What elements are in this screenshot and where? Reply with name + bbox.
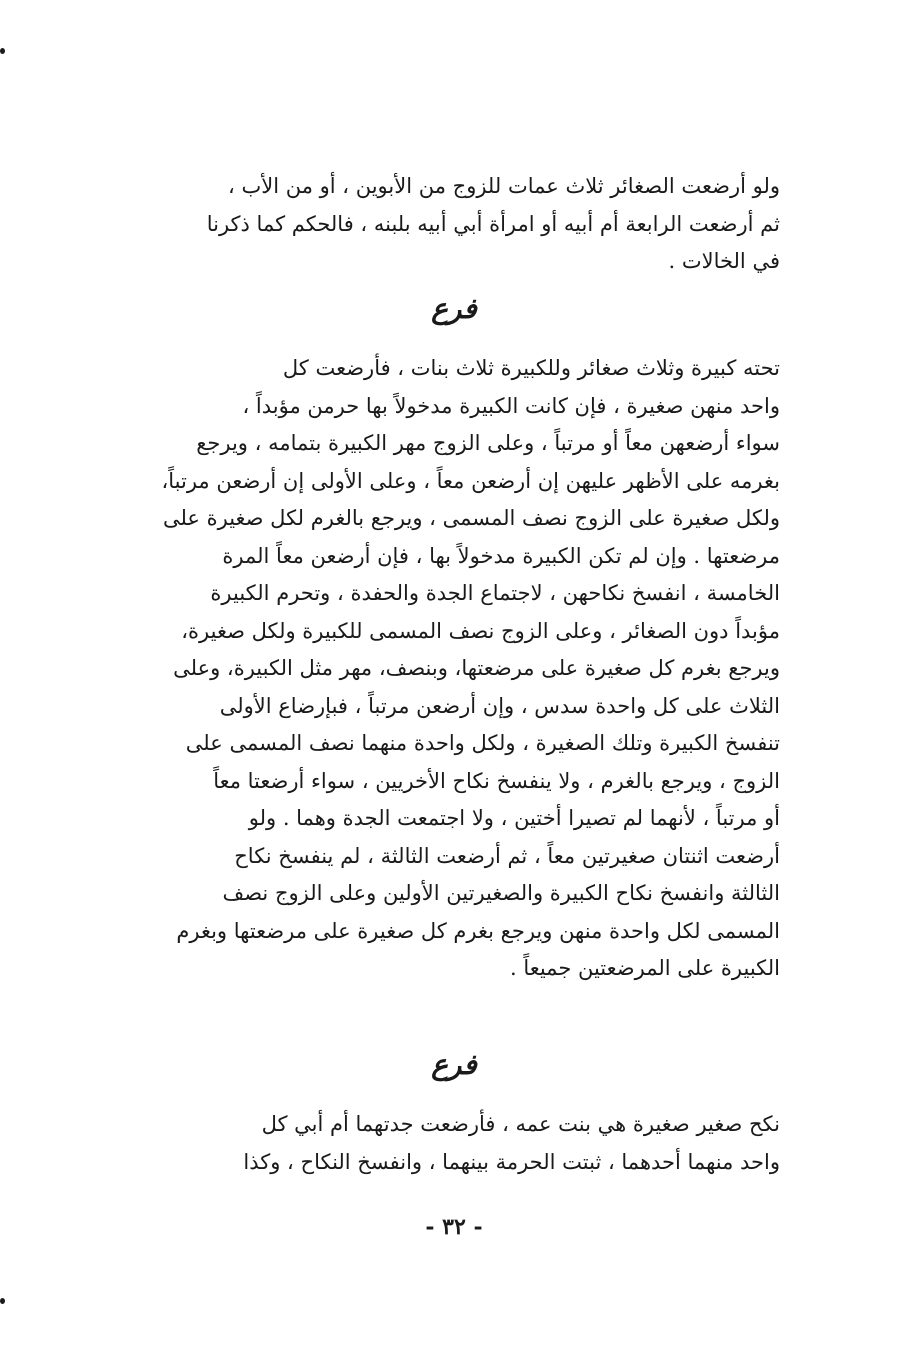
text-line: تنفسخ الكبيرة وتلك الصغيرة ، ولكل واحدة منهما نصف المسمى على xyxy=(185,731,780,755)
text-line: الكبيرة على المرضعتين جميعاً . xyxy=(509,956,780,980)
text-line: أرضعت اثنتان صغيرتين معاً ، ثم أرضعت الثالثة ، لم ينفسخ نكاح xyxy=(234,843,780,868)
text-line: بغرمه على الأظهر عليهن إن أرضعن معاً ، وعلى الأولى إن أرضعن مرتباً، xyxy=(161,468,780,493)
paragraph-adult-and-three-minors xyxy=(128,350,780,988)
paragraph-cousins-marriage xyxy=(128,1106,780,1181)
section-heading: فرع xyxy=(431,1048,477,1081)
text-line: ولكل صغيرة على الزوج نصف المسمى ، ويرجع بالغرم لكل صغيرة على xyxy=(162,506,780,530)
text-line: المسمى لكل واحدة منهن ويرجع بغرم كل صغيرة على مرضعتها وبغرم xyxy=(176,918,780,943)
text-line: ولو أرضعت الصغائر ثلاث عمات للزوج من الأبوين ، أو من الأب ، xyxy=(228,174,780,198)
text-line: الثالثة وانفسخ نكاح الكبيرة والصغيرتين الأولين وعلى الزوج نصف xyxy=(222,881,780,905)
text-line: واحد منهما أحدهما ، ثبتت الحرمة بينهما ، وانفسخ النكاح ، وكذا xyxy=(243,1149,780,1174)
text-line: ثم أرضعت الرابعة أم أبيه أو امرأة أبي أبيه بلبنه ، فالحكم كما ذكرنا xyxy=(206,211,780,236)
text-line: واحد منهن صغيرة ، فإن كانت الكبيرة مدخولاً بها حرمن مؤبداً ، xyxy=(242,393,780,418)
paragraph-aunts-nursing xyxy=(128,168,780,281)
scan-edge-mark xyxy=(0,48,5,54)
text-line: في الخالات . xyxy=(668,249,780,273)
text-line: سواء أرضعهن معاً أو مرتباً ، وعلى الزوج مهر الكبيرة بتمامه ، ويرجع xyxy=(196,431,780,455)
section-heading: فرع xyxy=(431,292,477,325)
page-number: - ٣٢ - xyxy=(425,1214,483,1240)
text-line: الخامسة ، انفسخ نكاحهن ، لاجتماع الجدة والحفدة ، وتحرم الكبيرة xyxy=(210,581,780,605)
text-line: تحته كبيرة وثلاث صغائر وللكبيرة ثلاث بنات ، فأرضعت كل xyxy=(282,356,780,380)
text-line: الثلاث على كل واحدة سدس ، وإن أرضعن مرتباً ، فبإرضاع الأولى xyxy=(219,693,780,718)
text-line: مؤبداً دون الصغائر ، وعلى الزوج نصف المسمى للكبيرة ولكل صغيرة، xyxy=(181,618,780,643)
text-line: ويرجع بغرم كل صغيرة على مرضعتها، وبنصف، مهر مثل الكبيرة، وعلى xyxy=(173,656,780,680)
text-line: نكح صغير صغيرة هي بنت عمه ، فأرضعت جدتهما أم أبي كل xyxy=(261,1112,780,1136)
scan-edge-mark xyxy=(0,1298,5,1304)
text-line: أو مرتباً ، لأنهما لم تصيرا أختين ، ولا اجتمعت الجدة وهما . ولو xyxy=(248,806,780,830)
text-line: مرضعتها . وإن لم تكن الكبيرة مدخولاً بها ، فإن أرضعن معاً المرة xyxy=(222,543,780,568)
text-line: الزوج ، ويرجع بالغرم ، ولا ينفسخ نكاح الأخريين ، سواء أرضعتا معاً xyxy=(213,768,780,793)
